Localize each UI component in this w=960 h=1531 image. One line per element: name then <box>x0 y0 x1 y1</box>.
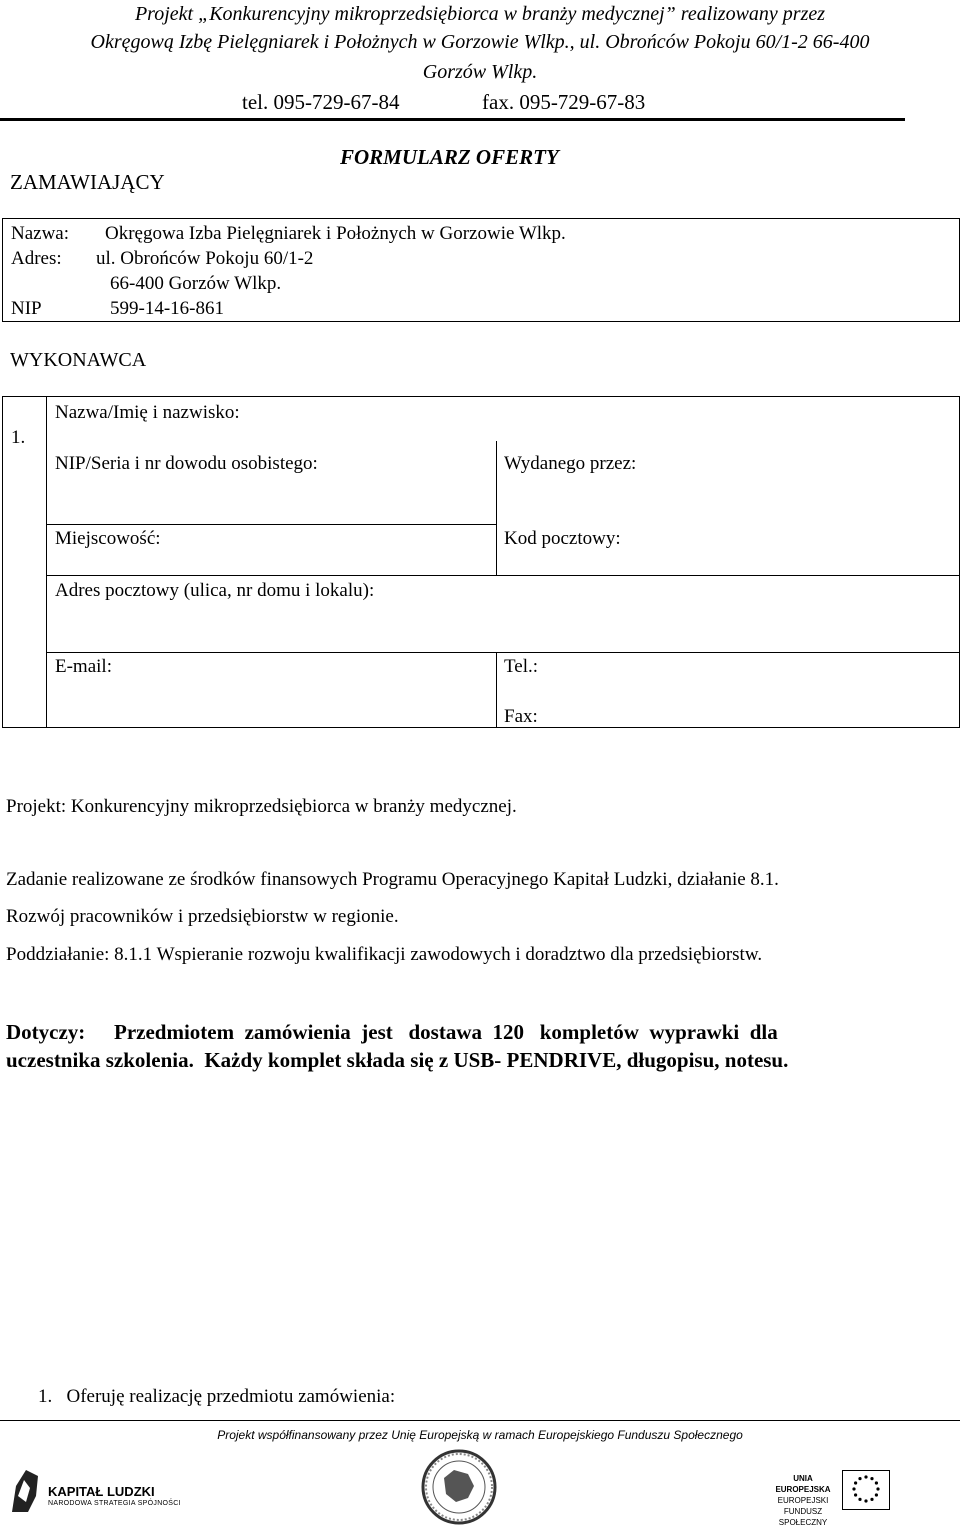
dotyczy-line-2: uczestnika szkolenia. Każdy komplet składa się z USB- PENDRIVE, długopisu, notesu. <box>6 1048 789 1072</box>
zamawiajacy-box <box>2 218 960 322</box>
nazwa-value: Okręgowa Izba Pielęgniarek i Położnych w Gorzowie Wlkp. <box>105 223 566 244</box>
number-column-divider <box>46 397 47 727</box>
nip-field-label: NIP/Seria i nr dowodu osobistego: <box>55 453 318 474</box>
nip-value: 599-14-16-861 <box>110 298 224 319</box>
rozwoj-text: Rozwój pracowników i przedsiębiorstw w regionie. <box>6 906 399 927</box>
header-fax: fax. 095-729-67-83 <box>482 90 646 114</box>
row-line-1 <box>46 524 497 525</box>
row-line-2 <box>46 575 959 576</box>
kod-field-label: Kod pocztowy: <box>504 528 621 549</box>
ue-line-1: UNIA EUROPEJSKA <box>775 1474 831 1494</box>
adres-line-1: ul. Obrońców Pokoju 60/1-2 <box>96 248 314 269</box>
row-line-3 <box>46 652 959 653</box>
nip-label: NIP <box>11 298 42 319</box>
zamawiajacy-title: ZAMAWIAJĄCY <box>10 170 165 194</box>
kl-subtitle: NARODOWA STRATEGIA SPÓJNOŚCI <box>48 1500 181 1507</box>
ue-line-3: FUNDUSZ SPOŁECZNY <box>778 1507 828 1527</box>
adres-label: Adres: <box>11 248 62 269</box>
header-tel: tel. 095-729-67-84 <box>242 90 400 114</box>
oferuje-text: 1. Oferuję realizację przedmiotu zamówienia: <box>38 1386 396 1407</box>
eu-flag-icon <box>842 1470 890 1510</box>
kapital-ludzki-icon <box>8 1466 42 1514</box>
wykonawca-title: WYKONAWCA <box>10 349 147 371</box>
email-field-label: E-mail: <box>55 656 112 677</box>
projekt-text: Projekt: Konkurencyjny mikroprzedsiębiorca w branży medycznej. <box>6 796 517 817</box>
nazwa-label: Nazwa: <box>11 223 70 244</box>
footer-project-text: Projekt współfinansowany przez Unię Europejską w ramach Europejskiego Funduszu Społecznego <box>217 1428 743 1442</box>
nazwa-field-label: Nazwa/Imię i nazwisko: <box>55 402 240 423</box>
form-title: FORMULARZ OFERTY <box>340 145 559 169</box>
ue-text <box>768 1473 838 1528</box>
ue-line-2: EUROPEJSKI <box>777 1496 829 1505</box>
izba-seal-icon <box>420 1448 498 1526</box>
poddzialanie-text: Poddziałanie: 8.1.1 Wspieranie rozwoju kwalifikacji zawodowych i doradztwo dla przedsiębiorstw. <box>6 944 763 965</box>
adres-field-label: Adres pocztowy (ulica, nr domu i lokalu): <box>55 580 375 601</box>
miejscowosc-field-label: Miejscowość: <box>55 528 161 549</box>
dotyczy-label: Dotyczy: <box>6 1020 86 1044</box>
middle-divider-bottom <box>496 652 497 727</box>
wykonawca-box <box>2 396 960 728</box>
header-line-1: Projekt „Konkurencyjny mikroprzedsiębiorca w branży medycznej” realizowany przez <box>134 3 826 25</box>
tel-field-label: Tel.: <box>504 656 539 677</box>
middle-divider-top <box>496 441 497 575</box>
kl-title: KAPITAŁ LUDZKI <box>48 1484 155 1499</box>
header-line-2: Okręgową Izbę Pielęgniarek i Położnych w Gorzowie Wlkp., ul. Obrońców Pokoju 60/1-2 66-400 <box>90 31 870 53</box>
header-line-3: Gorzów Wlkp. <box>422 61 538 83</box>
dotyczy-line-1: Przedmiotem zamówienia jest dostawa 120 kompletów wyprawki dla <box>114 1020 778 1044</box>
zadanie-text: Zadanie realizowane ze środków finansowych Programu Operacyjnego Kapitał Ludzki, działanie 8.1. <box>6 869 779 890</box>
footer-rule <box>0 1420 960 1421</box>
fax-field-label: Fax: <box>504 706 538 727</box>
header-rule <box>0 118 905 121</box>
wydanego-field-label: Wydanego przez: <box>504 453 637 474</box>
adres-line-2: 66-400 Gorzów Wlkp. <box>110 273 282 294</box>
wykonawca-number: 1. <box>11 427 26 448</box>
